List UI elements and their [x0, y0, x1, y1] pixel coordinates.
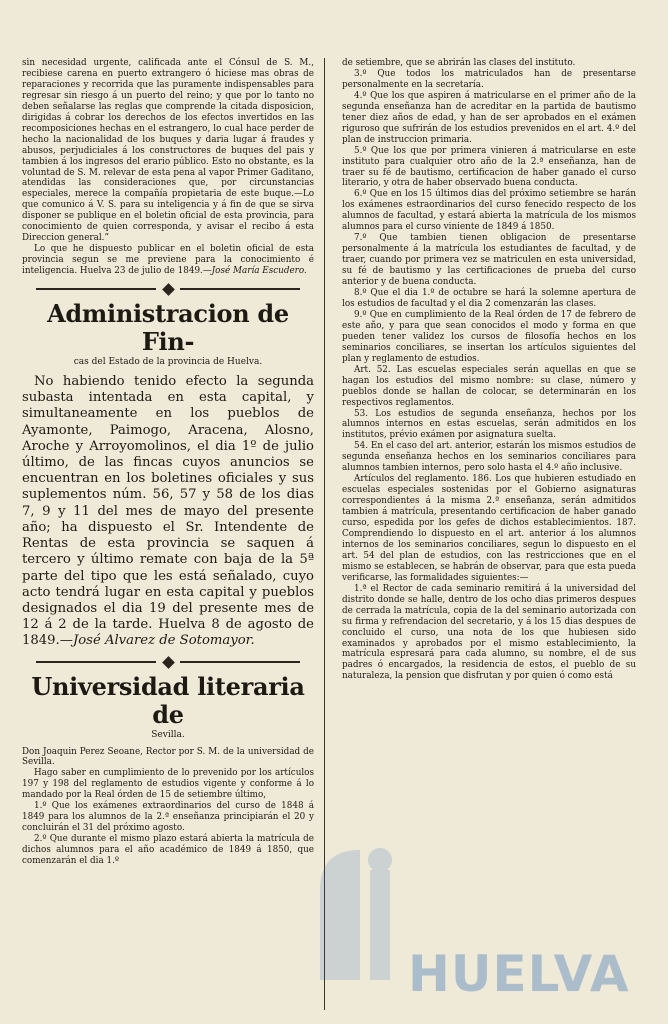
- heading-universidad: Universidad literaria de: [31, 671, 305, 729]
- section-divider: [22, 285, 314, 294]
- right-paragraph-13: 1.ª el Rector de cada seminario remitirá á la universidad del distrito donde se halle, dentro de los ocho dias primeros despues de cerrada la matrícula, copia de la del seminario autorizada con su firma y refrendacion del secretario, y á los 15 dias despues de concluido el curso, una nota de los que hubiesen sido examinados y aprobados por el mismo establecimiento, la matrícula espresará para cada alumno, su nombre, el de sus padres ó encargados, la residencia de estos, el pueblo de su naturaleza, la pension que disfrutan y por quien ó como está: [342, 583, 636, 682]
- right-paragraph-1: de setiembre, que se abrirán las clases del instituto.: [342, 58, 576, 68]
- notice-subasta: [22, 374, 314, 649]
- left-paragraph-5: Hago saber en cumplimiento de lo prevenido por los artículos 197 y 198 del reglamento de estudios vigente y conforme á lo mandado por la Real órden de 15 de setiembre último,: [22, 768, 314, 801]
- rector-line: Don Joaquin Perez Seoane, Rector por S. M. de la universidad de Sevilla.: [22, 746, 314, 768]
- left-paragraph-2: [22, 244, 314, 277]
- right-paragraph-3: 4.º Que los que aspiren á matricularse en el primer año de la segunda enseñanza han de acreditar en la partida de bautismo tener diez años de edad, y han de ser aprobados en el exámen riguroso que sufrirán de los estudios prevenidos en el art. 4.º del plan de instruccion primaria.: [342, 90, 636, 145]
- right-paragraph-8: 9.º Que en cumplimiento de la Real órden de 17 de febrero de este año, y para que sean conocidos el modo y forma en que pueden tener validez los cursos de filosofía hechos en los seminarios conciliares, se insertan los artículos siguientes del plan y reglamento de estudios.: [342, 309, 636, 364]
- right-paragraph-10: 53. Los estudios de segunda enseñanza, hechos por los alumnos internos en estas escuelas, serán admitidos en los institutos, prévio exámen por asignatura suelta.: [342, 408, 636, 441]
- left-paragraph-7: 2.º Que durante el mismo plazo estará abierta la matrícula de dichos alumnos para el año académico de 1849 á 1850, que comenzarán el dia 1.º: [22, 834, 314, 867]
- left-paragraph-1: sin necesidad urgente, calificada ante el Cónsul de S. M., recibiese carena en puerto extrangero ó hiciese mas obras de reparaciones y recorrida que las puramente indispensables para regresar sin riesgo á un puerto del reino; y que por lo tanto no deben señalarse las reglas que comprende la citada disposicion, dirigidas á cobrar los derechos de los efectos invertidos en las recomposiciones hechas en el estrangero, lo cual hace perder de hecho la nacionalidad de los buques y daria lugar á fraudes y abusos, perjudiciales á los constructores de buques del pais y tambien á los ingresos del erario público. Esto no obstante, es la voluntad de S. M. relevar de esta pena al vapor Primer Gaditano, atendidas las consideraciones que, por circunstancias especiales, merece la compañía propietaria de este buque.—Lo que comunico á V. S. para su inteligencia y á fin de que se sirva disponer se publique en el boletin oficial de esta provincia, para conocimiento de quien corresponda, y avisar el recibo á esta Direccion general.”: [22, 58, 314, 244]
- right-column: [342, 58, 636, 682]
- right-paragraph-5: 6.º Que en los 15 últimos dias del próximo setiembre se harán los exámenes estraordinarios del curso fenecido respecto de los alumnos de facultad, y estará abierta la matrícula de los mismos alumnos para el curso viniente de 1849 á 1850.: [342, 189, 636, 233]
- section-divider: [22, 658, 314, 667]
- left-paragraph-2-text: Lo que he dispuesto publicar en el boletin oficial de esta provincia segun se me previene para la conocimiento é inteligencia. Huelva 23 de julio de 1849.—: [22, 244, 314, 277]
- right-paragraph-7: 8.º Que el dia 1.º de octubre se hará la solemne apertura de los estudios de facultad y el dia 2 comenzarán las clases.: [342, 288, 636, 309]
- left-column: [22, 58, 314, 867]
- right-paragraph-4: 5.º Que los que por primera vinieren á matricularse en este instituto para cualquier otro año de la 2.ª enseñanza, han de traer su fé de bautismo, certificacion de haber ganado el curso literario, y otra de haber observado buena conducta.: [342, 145, 636, 189]
- watermark-text: HUELVA: [408, 945, 630, 1003]
- heading-administracion: Administracion de Fin-: [47, 299, 289, 357]
- right-paragraph-12: Artículos del reglamento. 186. Los que hubieren estudiado en escuelas especiales sostenidas por el Gobierno asignaturas correspondientes á la misma 2.ª enseñanza, serán admitidos tambien á matrícula, presentando certificacion de haber ganado curso, espedida por los gefes de dichos establecimientos. 187. Comprendiendo lo dispuesto en el art. anterior á los alumnos internos de los seminarios conciliares, segun lo dispuesto en el art. 54 del plan de estudios, con las restricciones que en el mismo se establecen, se habrán de observar, para que esta pueda verificarse, las formalidades siguientes:—: [342, 474, 636, 583]
- left-paragraph-6: 1.º Que los exámenes extraordinarios del curso de 1848 á 1849 para los alumnos de la 2.ª enseñanza principiarán el 20 y concluirán el 31 del próximo agosto.: [22, 801, 314, 834]
- right-paragraph-2: 3.º Que todos los matriculados han de presentarse personalmente en la secretaría.: [342, 68, 636, 90]
- subheading-administracion: cas del Estado de la provincia de Huelva.: [73, 357, 263, 368]
- right-paragraph-11: 54. En el caso del art. anterior, estarán los mismos estudios de segunda enseñanza hechos en los seminarios conciliares para alumnos tambien internos, pero solo hasta el 4.º año inclusive.: [342, 441, 636, 474]
- signature-escudero: José María Escudero.: [211, 266, 307, 277]
- right-paragraph-9: Art. 52. Las escuelas especiales serán aquellas en que se hagan los estudios del mismo nombre: su clase, número y pueblos donde se hallan de colocar, se determinarán en los respectivos reglamentos.: [342, 364, 636, 408]
- subheading-universidad: Sevilla.: [151, 729, 185, 740]
- signature-alvarez: José Alvarez de Sotomayor.: [72, 633, 255, 649]
- right-paragraph-6: 7.º Que tambien tienen obligacion de presentarse personalmente á la matrícula los estudiantes de facultad, y de traer, cuando por primera vez se matriculen en esta universidad, su fé de bautismo y las certificaciones de prueba del curso anterior y de buena conducta.: [342, 233, 636, 288]
- notice-subasta-text: No habiendo tenido efecto la segunda subasta intentada en esta capital, y simultaneamente en los pueblos de Ayamonte, Paimogo, Aracena, Alosno, Aroche y Arroyomolinos, el dia 1º de julio último, de las fincas cuyos anuncios se encuentran en los boletines oficiales y sus suplementos núm. 56, 57 y 58 de los dias 7, 9 y 11 del mes de mayo del presente año; ha dispuesto el Sr. Intendente de Rentas de esta provincia se saquen á tercero y último remate con baja de la 5ª parte del tipo que les está señalado, cuyo acto tendrá lugar en esta capital y pueblos designados el dia 19 del presente mes de 12 á 2 de la tarde. Huelva 8 de agosto de 1849.—: [22, 374, 314, 649]
